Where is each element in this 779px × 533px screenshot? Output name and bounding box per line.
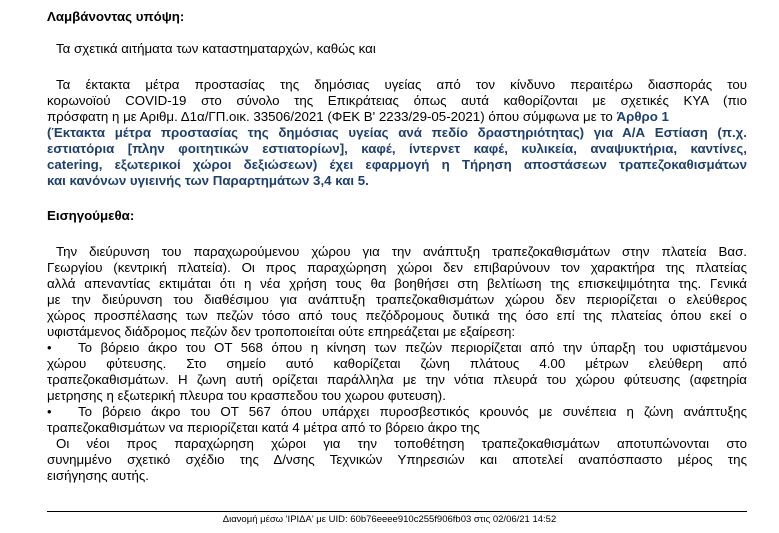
text-line: εισήγησης αυτής.: [47, 468, 149, 483]
text-line: Οι νέοι προς παραχώρηση χώροι για την τοποθέτηση τραπεζοκαθισμάτων αποτυπώνονται στο: [56, 436, 747, 451]
text-line: αλλά απεναντίας εκτιμάται ότι η νέα χρήση τους θα βοηθήσει στη βελτίωση της επισκεψιμότητα της. Γενικά: [47, 276, 747, 291]
text-line: τραπεζοκαθισμάτων. Η ζωνη αυτή ορίζεται παράλληλα με την νότια πλευρά του χώρου φύτευσης (αφετηρία: [47, 372, 747, 387]
text-line: χώρος προσπέλασης των πεζών τόσο από τους πεζόδρομους δυτικά της όσο επί της πλατείας όπου εκεί ο: [47, 308, 747, 323]
article-reference: Άρθρο 1: [616, 109, 669, 124]
text-line: τραπεζοκαθισμάτων να περιορίζεται κατά 4 μέτρα από το βόρειο άκρο της: [47, 420, 480, 435]
text-line: μετρησης η εξωτερική πλευρα του κρασπεδου του χωρου φυτευση).: [47, 388, 446, 403]
bullet-icon: •: [47, 340, 52, 355]
text-line: υφιστάμενος διάδρομος πεζών δεν τροποποιείται ούτε επηρεάζεται με εξαίρεση:: [47, 324, 516, 339]
text-line-bold: εστιατόρια [πλην φοιτητικών εστιατορίων], καφέ, ίντερνετ καφέ, κυλικεία, αναψυκτήρια, καντίνες,: [47, 141, 747, 156]
text-line: Τα έκτακτα μέτρα προστασίας της δημόσιας υγείας από τον κίνδυνο περαιτέρω διασποράς του: [56, 77, 747, 92]
text-line: κορωνοϊού COVID-19 στο σύνολο της Επικράτειας όπως αυτά καθορίζονται με σχετικές ΚΥΑ (πιο: [47, 93, 747, 108]
propose-heading: Εισηγούμεθα:: [47, 208, 135, 223]
text-line-bold: catering, εξωτερικοί χώροι δεξιώσεων) έχει εφαρμογή η Τήρηση αποστάσεων τραπεζοκαθισμάτων: [47, 157, 747, 172]
considering-heading: Λαμβάνοντας υπόψη:: [47, 9, 185, 24]
text-line: συνημμένο σχετικό σχέδιο της Δ/νσης Τεχνικών Υπηρεσιών και αποτελεί αναπόσπαστο μέρος της: [47, 452, 747, 467]
text-line: Το βόρειο άκρο του ΟΤ 568 όπου η κίνηση των πεζών περιορίζεται από την ύπαρξη του υφιστάμενου: [78, 340, 747, 355]
text-line: [47, 109, 669, 125]
text-line: χώρου φύτευσης. Στο σημείο αυτό καθορίζεται ζώνη πλάτους 4.00 μέτρων ελεύθερη από: [47, 356, 747, 371]
distribution-footer: Διανομή μέσω 'ΙΡΙΔΑ' με UID: 60b76eeee910c255f906fb03 στις 02/06/21 14:52: [222, 514, 557, 525]
bullet-icon: •: [47, 404, 52, 419]
text-line: με την διεύρυνση του διαθέσιμου για ανάπτυξη τραπεζοκαθισμάτων χώρου δεν περιορίζεται ο ελεύθερος: [47, 292, 747, 307]
footer-divider: [47, 511, 747, 512]
text-line: Το βόρειο άκρο του ΟΤ 567 όπου υπάρχει πυροσβεστικός κρουνός με συνέπεια η ζώνη ανάπτυξης: [78, 404, 747, 419]
text-line-bold: (Έκτακτα μέτρα προστασίας της δημόσιας υγείας ανά πεδίο δραστηριότητας) για Α/Α Εστίαση (π.χ.: [47, 125, 747, 140]
text-line-bold: και κανόνων υγιεινής των Παραρτημάτων 3,4 και 5.: [47, 173, 369, 188]
considering-item-1: Τα σχετικά αιτήματα των καταστηματαρχών, καθώς και: [56, 41, 376, 56]
text-line: Την διεύρυνση του παραχωρούμενου χώρου για την ανάπτυξη τραπεζοκαθισμάτων στην πλατεία Βασ.: [56, 244, 747, 259]
text-line: Γεωργίου (κεντρική πλατεία). Οι προς παραχώρηση χώροι δεν επιβαρύνουν τον χαρακτήρα της πλατείας: [47, 260, 747, 275]
text-span: πρόσφατη η με Αριθμ. Δ1α/ΓΠ.οικ. 33506/2021 (ΦΕΚ Β' 2233/29-05-2021) όπου σύμφωνα με το: [47, 109, 617, 124]
